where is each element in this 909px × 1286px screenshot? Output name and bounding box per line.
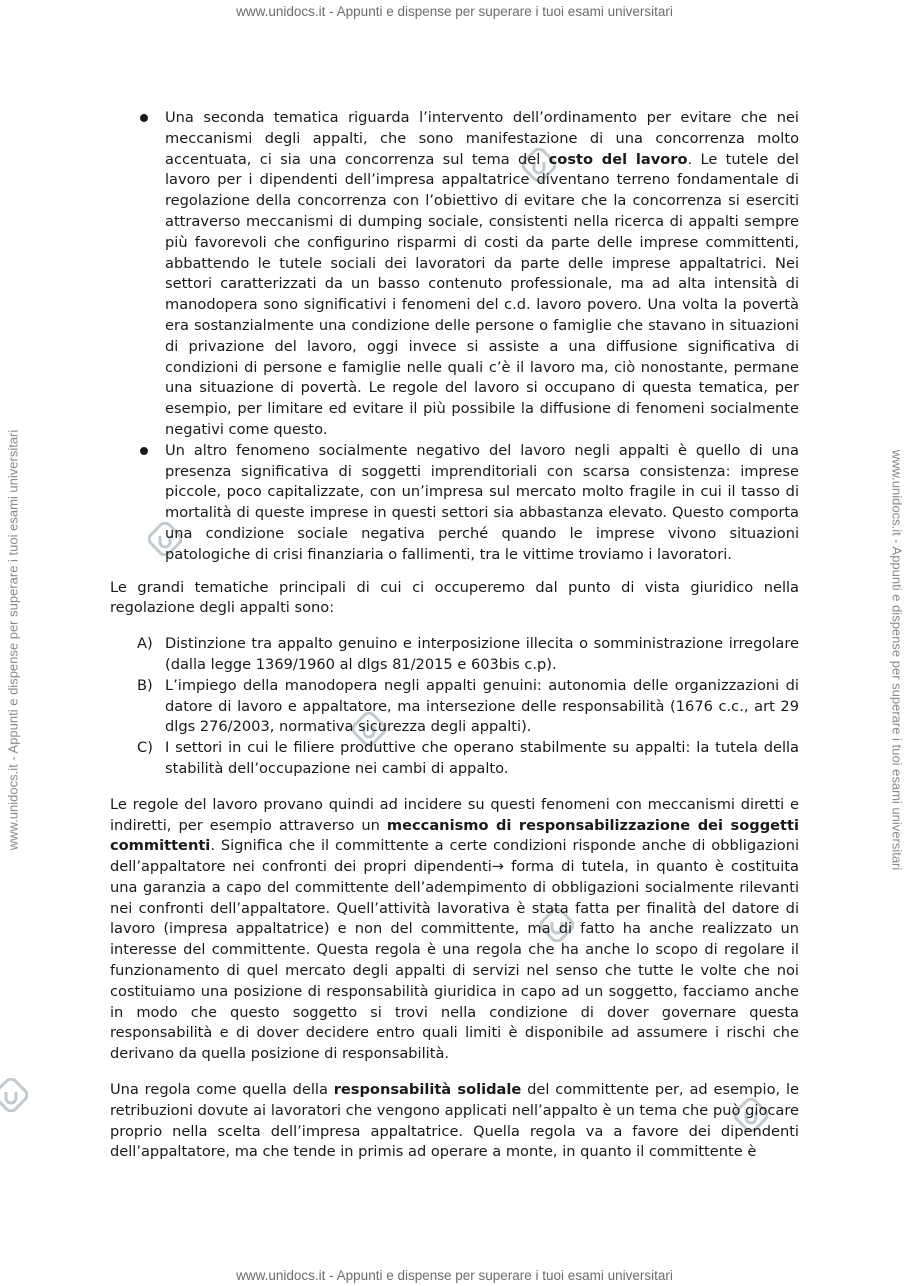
body-paragraph [110, 795, 799, 1065]
lettered-list [110, 634, 799, 780]
list-marker: B) [137, 676, 153, 694]
paragraph-text: Una regola come quella della [110, 1081, 334, 1099]
bullet-dot-icon [140, 114, 148, 122]
list-item-text: I settori in cui le filiere produttive che operano stabilmente su appalti: la tutela della stabilità dell’occupazione nei cambi di appalto. [165, 739, 799, 777]
document-body [110, 108, 799, 1178]
bullet-text: . Le tutele del lavoro per i dipendenti dell’impresa appaltatrice diventano terreno fondamentale di regolazione della concorrenza con l’obiettivo di evitare che la concorrenza si eserciti attraverso meccanismi di dumping sociale, consistenti nella ricerca di appalti sempre più favorevoli che configurino risparmi di costi da parte delle imprese committenti, abbattendo le tutele sociali dei lavoratori da parte delle imprese appaltatrici. Nei settori caratterizzati da un basso contenuto professionale, ma ad alta intensità di manodopera sono significativi i fenomeni del c.d. lavoro povero. Una volta la povertà era sostanzialmente una condizione delle persone o famiglie che stavano in situazioni di privazione del lavoro, oggi invece si assiste a una diffusione significativa di condizioni di persone e famiglie nelle quali c’è il lavoro ma, ciò nonostante, permane una situazione di povertà. Le regole del lavoro si occupano di questa tematica, per esempio, per limitare ed evitare il più possibile la diffusione di fenomeni socialmente negativi come questo. [165, 150, 799, 438]
watermark-side-left: www.unidocs.it - Appunti e dispense per superare i tuoi esami universitari [5, 429, 21, 851]
bullet-item [110, 108, 799, 441]
paragraph-text: del committente per, ad esempio, le retribuzioni dovute ai lavoratori che vengono applicati nell’appalto è un tema che può giocare proprio nella scelta dell’impresa appaltatrice. Quella regola va a favore dei dipendenti dell’appaltatore, ma che tende in primis ad operare a monte, in quanto il committente è [110, 1081, 799, 1161]
lettered-item [110, 676, 799, 738]
bullet-text: Una seconda tematica riguarda l’intervento dell’ordinamento per evitare che nei meccanismi degli appalti, che sono manifestazione di una concorrenza molto accentuata, ci sia una concorrenza sul tema del [165, 109, 799, 168]
watermark-footer: www.unidocs.it - Appunti e dispense per superare i tuoi esami universitari [236, 1268, 673, 1283]
watermark-header: www.unidocs.it - Appunti e dispense per superare i tuoi esami universitari [236, 4, 673, 19]
list-marker: A) [137, 635, 153, 653]
watermark-logo-icon [0, 1078, 28, 1112]
bullet-item [110, 441, 799, 566]
intro-paragraph: Le grandi tematiche principali di cui ci occuperemo dal punto di vista giuridico nella regolazione degli appalti sono: [110, 578, 799, 617]
bold-term-costo-del-lavoro: costo del lavoro [548, 150, 688, 168]
bullet-list [110, 108, 799, 566]
paragraph-text: . Significa che il committente a certe condizioni risponde anche di obbligazioni dell’appaltatore nei confronti dei propri dipendenti→ forma di tutela, in quanto è costituita una garanzia a capo del committente dell’adempimento di obbligazioni socialmente rilevanti nei confronti dell’appaltatore. Quell’attività lavorativa è stata fatta per finalità del datore di lavoro (impresa appaltatrice) e non del committente, ma di fatto ha anche realizzato un interesse del committente. Questa regola è una regola che ha anche lo scopo di regolare il funzionamento di quel mercato degli appalti di servizi nel senso che tutte le volte che noi costituiamo una posizione di responsabilità giuridica in capo ad un soggetto, facciamo anche in modo che questo soggetto si trovi nella condizione di dover governare questa responsabilità e di dover decidere entro quali limiti è disponibile ad assumere i rischi che derivano da quella posizione di responsabilità. [110, 837, 799, 1063]
paragraph-text: Le regole del lavoro provano quindi ad incidere su questi fenomeni con meccanismi diretti e indiretti, per esempio attraverso un [110, 795, 799, 834]
lettered-item [110, 738, 799, 780]
bold-term-responsabilita-solidale: responsabilità solidale [333, 1081, 522, 1099]
lettered-item [110, 634, 799, 676]
body-paragraph [110, 1080, 799, 1163]
list-item-text: L’impiego della manodopera negli appalti genuini: autonomia delle organizzazioni di datore di lavoro e appaltatore, ma intersezione delle responsabilità (1676 c.c., art 29 dlgs 276/2003, normativa sicurezza degli appalti). [165, 676, 799, 736]
bullet-text: Un altro fenomeno socialmente negativo del lavoro negli appalti è quello di una presenza significativa di soggetti imprenditoriali con scarsa consistenza: imprese piccole, poco capitalizzate, con un’impresa sul mercato molto fragile in cui il tasso di mortalità di queste imprese in questi settori sia abbastanza elevato. Questo comporta una condizione sociale negativa perché quando le imprese vivono situazioni patologiche di crisi finanziaria o fallimenti, tra le vittime troviamo i lavoratori. [165, 441, 799, 563]
bullet-dot-icon [140, 447, 148, 455]
bold-term-responsabilizzazione: meccanismo di responsabilizzazione dei soggetti committenti [110, 816, 799, 855]
list-marker: C) [137, 739, 153, 757]
watermark-side-right: www.unidocs.it - Appunti e dispense per superare i tuoi esami universitari [889, 449, 905, 871]
list-item-text: Distinzione tra appalto genuino e interposizione illecita o somministrazione irregolare (dalla legge 1369/1960 al dlgs 81/2015 e 603bis c.p). [165, 635, 799, 673]
